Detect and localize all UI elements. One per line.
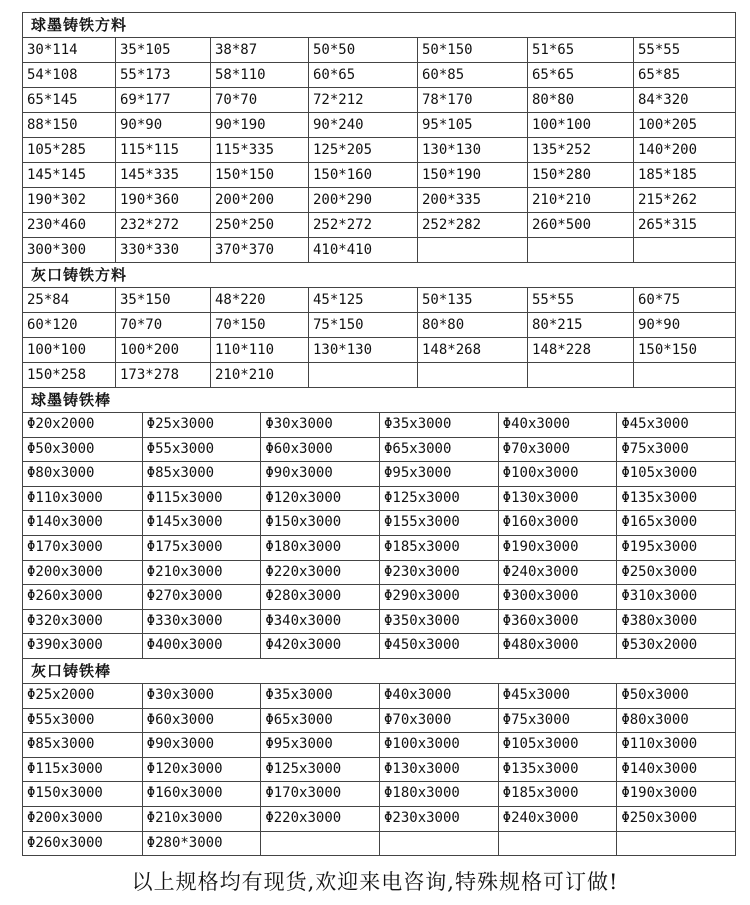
table-cell: Φ195x3000: [616, 535, 735, 560]
table-cell: [379, 831, 498, 856]
table-cell: Φ240x3000: [498, 560, 617, 585]
table-cell: Φ115x3000: [142, 486, 261, 511]
section-title: 球墨铸铁棒: [23, 387, 735, 412]
table-cell: 200*335: [417, 187, 527, 212]
table-cell: Φ65x3000: [379, 437, 498, 462]
table-cell: 90*90: [633, 312, 735, 337]
table-cell: Φ155x3000: [379, 510, 498, 535]
table-cell: Φ70x3000: [379, 708, 498, 733]
table-cell: 35*150: [115, 287, 210, 312]
table-cell: Φ35x3000: [379, 412, 498, 437]
table-cell: Φ50x3000: [616, 683, 735, 708]
table-cell: Φ200x3000: [23, 560, 142, 585]
table-cell: Φ185x3000: [498, 781, 617, 806]
table-cell: Φ45x3000: [616, 412, 735, 437]
table-cell: 125*205: [308, 137, 417, 162]
table-cell: [616, 831, 735, 856]
table-cell: 65*145: [23, 87, 115, 112]
table-cell: 110*110: [210, 337, 308, 362]
table-cell: 80*80: [417, 312, 527, 337]
table-cell: 105*285: [23, 137, 115, 162]
table-cell: Φ85x3000: [23, 732, 142, 757]
table-cell: 60*85: [417, 62, 527, 87]
table-cell: 190*360: [115, 187, 210, 212]
table-cell: Φ70x3000: [498, 437, 617, 462]
table-cell: 150*160: [308, 162, 417, 187]
table-cell: Φ160x3000: [142, 781, 261, 806]
table-cell: Φ45x3000: [498, 683, 617, 708]
table-cell: Φ120x3000: [260, 486, 379, 511]
table-cell: 60*65: [308, 62, 417, 87]
table-cell: [417, 362, 527, 387]
table-cell: Φ390x3000: [23, 633, 142, 658]
table-cell: Φ400x3000: [142, 633, 261, 658]
table-cell: 330*330: [115, 237, 210, 262]
table-cell: Φ85x3000: [142, 461, 261, 486]
table-cell: [260, 831, 379, 856]
table-cell: 210*210: [210, 362, 308, 387]
table-cell: 252*272: [308, 212, 417, 237]
table-cell: [633, 362, 735, 387]
table-cell: 370*370: [210, 237, 308, 262]
table-cell: Φ125x3000: [379, 486, 498, 511]
table-cell: Φ170x3000: [260, 781, 379, 806]
table-cell: 55*55: [527, 287, 633, 312]
table-cell: 190*302: [23, 187, 115, 212]
table-cell: Φ105x3000: [498, 732, 617, 757]
table-cell: 210*210: [527, 187, 633, 212]
section-title: 灰口铸铁方料: [23, 262, 735, 287]
table-cell: Φ55x3000: [142, 437, 261, 462]
table-cell: 130*130: [417, 137, 527, 162]
table-cell: 70*150: [210, 312, 308, 337]
table-cell: Φ100x3000: [498, 461, 617, 486]
table-cell: Φ420x3000: [260, 633, 379, 658]
table-cell: 35*105: [115, 37, 210, 62]
table-cell: 78*170: [417, 87, 527, 112]
table-cell: 200*200: [210, 187, 308, 212]
table-cell: 38*87: [210, 37, 308, 62]
table-cell: 45*125: [308, 287, 417, 312]
table-cell: Φ250x3000: [616, 806, 735, 831]
spec-table: [23, 412, 735, 658]
table-cell: 150*150: [633, 337, 735, 362]
table-cell: [633, 237, 735, 262]
table-cell: Φ530x2000: [616, 633, 735, 658]
table-cell: 150*150: [210, 162, 308, 187]
table-cell: 100*205: [633, 112, 735, 137]
table-cell: Φ135x3000: [616, 486, 735, 511]
table-cell: Φ125x3000: [260, 757, 379, 782]
table-cell: 232*272: [115, 212, 210, 237]
table-cell: 70*70: [115, 312, 210, 337]
spec-sheet: [22, 12, 736, 856]
table-cell: Φ160x3000: [498, 510, 617, 535]
table-cell: Φ135x3000: [498, 757, 617, 782]
section-title: 灰口铸铁棒: [23, 658, 735, 683]
table-cell: 48*220: [210, 287, 308, 312]
table-cell: Φ150x3000: [23, 781, 142, 806]
spec-table: [23, 683, 735, 855]
table-cell: Φ210x3000: [142, 560, 261, 585]
table-cell: [527, 237, 633, 262]
table-cell: Φ310x3000: [616, 584, 735, 609]
table-cell: 100*100: [23, 337, 115, 362]
table-cell: 145*335: [115, 162, 210, 187]
table-cell: 58*110: [210, 62, 308, 87]
table-cell: Φ250x3000: [616, 560, 735, 585]
table-cell: Φ60x3000: [260, 437, 379, 462]
table-cell: Φ260x3000: [23, 584, 142, 609]
table-cell: Φ20x2000: [23, 412, 142, 437]
table-cell: Φ60x3000: [142, 708, 261, 733]
table-cell: 25*84: [23, 287, 115, 312]
table-cell: Φ330x3000: [142, 609, 261, 634]
table-cell: Φ55x3000: [23, 708, 142, 733]
section-title: 球墨铸铁方料: [23, 12, 735, 37]
table-cell: Φ340x3000: [260, 609, 379, 634]
table-cell: [527, 362, 633, 387]
table-cell: 145*145: [23, 162, 115, 187]
table-cell: 55*55: [633, 37, 735, 62]
table-cell: Φ100x3000: [379, 732, 498, 757]
table-cell: Φ320x3000: [23, 609, 142, 634]
table-cell: 100*200: [115, 337, 210, 362]
table-cell: Φ480x3000: [498, 633, 617, 658]
table-cell: 185*185: [633, 162, 735, 187]
table-cell: Φ280*3000: [142, 831, 261, 856]
table-cell: Φ110x3000: [23, 486, 142, 511]
table-cell: 90*190: [210, 112, 308, 137]
table-cell: Φ190x3000: [498, 535, 617, 560]
table-cell: Φ300x3000: [498, 584, 617, 609]
table-cell: 150*190: [417, 162, 527, 187]
table-cell: 55*173: [115, 62, 210, 87]
table-cell: [417, 237, 527, 262]
table-cell: Φ105x3000: [616, 461, 735, 486]
table-cell: 95*105: [417, 112, 527, 137]
table-cell: Φ130x3000: [379, 757, 498, 782]
table-cell: 65*85: [633, 62, 735, 87]
table-cell: [308, 362, 417, 387]
table-cell: 69*177: [115, 87, 210, 112]
table-cell: 410*410: [308, 237, 417, 262]
table-cell: 84*320: [633, 87, 735, 112]
table-cell: 72*212: [308, 87, 417, 112]
table-cell: Φ200x3000: [23, 806, 142, 831]
table-cell: 150*280: [527, 162, 633, 187]
table-cell: 230*460: [23, 212, 115, 237]
table-cell: Φ120x3000: [142, 757, 261, 782]
table-cell: Φ220x3000: [260, 560, 379, 585]
table-cell: 173*278: [115, 362, 210, 387]
table-cell: Φ75x3000: [616, 437, 735, 462]
table-cell: 140*200: [633, 137, 735, 162]
table-cell: Φ150x3000: [260, 510, 379, 535]
table-cell: 148*268: [417, 337, 527, 362]
table-cell: Φ380x3000: [616, 609, 735, 634]
table-cell: Φ270x3000: [142, 584, 261, 609]
table-cell: 50*50: [308, 37, 417, 62]
table-cell: 115*115: [115, 137, 210, 162]
table-cell: Φ360x3000: [498, 609, 617, 634]
table-cell: 252*282: [417, 212, 527, 237]
table-cell: 60*120: [23, 312, 115, 337]
table-cell: 51*65: [527, 37, 633, 62]
table-cell: 215*262: [633, 187, 735, 212]
table-cell: Φ185x3000: [379, 535, 498, 560]
table-cell: 150*258: [23, 362, 115, 387]
table-cell: 65*65: [527, 62, 633, 87]
footer-note: 以上规格均有现货,欢迎来电咨询,特殊规格可订做!: [131, 870, 619, 894]
table-cell: Φ190x3000: [616, 781, 735, 806]
table-cell: 70*70: [210, 87, 308, 112]
table-cell: Φ230x3000: [379, 806, 498, 831]
table-cell: Φ260x3000: [23, 831, 142, 856]
table-cell: 80*80: [527, 87, 633, 112]
table-cell: 250*250: [210, 212, 308, 237]
table-cell: Φ220x3000: [260, 806, 379, 831]
table-cell: Φ90x3000: [260, 461, 379, 486]
table-cell: 135*252: [527, 137, 633, 162]
table-cell: 200*290: [308, 187, 417, 212]
table-cell: Φ350x3000: [379, 609, 498, 634]
table-cell: Φ110x3000: [616, 732, 735, 757]
table-cell: Φ30x3000: [260, 412, 379, 437]
table-cell: 90*240: [308, 112, 417, 137]
table-cell: Φ180x3000: [379, 781, 498, 806]
table-cell: Φ145x3000: [142, 510, 261, 535]
table-cell: Φ30x3000: [142, 683, 261, 708]
table-cell: 80*215: [527, 312, 633, 337]
table-cell: Φ65x3000: [260, 708, 379, 733]
table-cell: 60*75: [633, 287, 735, 312]
table-cell: Φ130x3000: [498, 486, 617, 511]
table-cell: Φ230x3000: [379, 560, 498, 585]
table-cell: 130*130: [308, 337, 417, 362]
table-cell: [498, 831, 617, 856]
table-cell: 50*150: [417, 37, 527, 62]
table-cell: 54*108: [23, 62, 115, 87]
table-cell: Φ280x3000: [260, 584, 379, 609]
table-cell: Φ80x3000: [23, 461, 142, 486]
table-cell: Φ25x2000: [23, 683, 142, 708]
table-cell: 148*228: [527, 337, 633, 362]
table-cell: Φ75x3000: [498, 708, 617, 733]
table-cell: 50*135: [417, 287, 527, 312]
table-cell: Φ140x3000: [23, 510, 142, 535]
table-cell: Φ95x3000: [260, 732, 379, 757]
table-cell: 88*150: [23, 112, 115, 137]
table-cell: Φ290x3000: [379, 584, 498, 609]
table-cell: 90*90: [115, 112, 210, 137]
spec-table: [23, 37, 735, 262]
table-cell: Φ180x3000: [260, 535, 379, 560]
table-cell: 100*100: [527, 112, 633, 137]
table-cell: Φ240x3000: [498, 806, 617, 831]
table-cell: Φ115x3000: [23, 757, 142, 782]
table-cell: Φ90x3000: [142, 732, 261, 757]
table-cell: Φ175x3000: [142, 535, 261, 560]
table-cell: Φ50x3000: [23, 437, 142, 462]
table-cell: 75*150: [308, 312, 417, 337]
table-cell: 115*335: [210, 137, 308, 162]
table-cell: Φ140x3000: [616, 757, 735, 782]
table-cell: Φ25x3000: [142, 412, 261, 437]
table-cell: Φ450x3000: [379, 633, 498, 658]
table-cell: 300*300: [23, 237, 115, 262]
table-cell: Φ40x3000: [379, 683, 498, 708]
table-cell: 260*500: [527, 212, 633, 237]
table-cell: 265*315: [633, 212, 735, 237]
table-cell: Φ40x3000: [498, 412, 617, 437]
table-cell: Φ170x3000: [23, 535, 142, 560]
table-cell: Φ165x3000: [616, 510, 735, 535]
table-cell: Φ80x3000: [616, 708, 735, 733]
table-cell: Φ210x3000: [142, 806, 261, 831]
table-cell: 30*114: [23, 37, 115, 62]
table-cell: Φ35x3000: [260, 683, 379, 708]
spec-table: [23, 287, 735, 387]
table-cell: Φ95x3000: [379, 461, 498, 486]
